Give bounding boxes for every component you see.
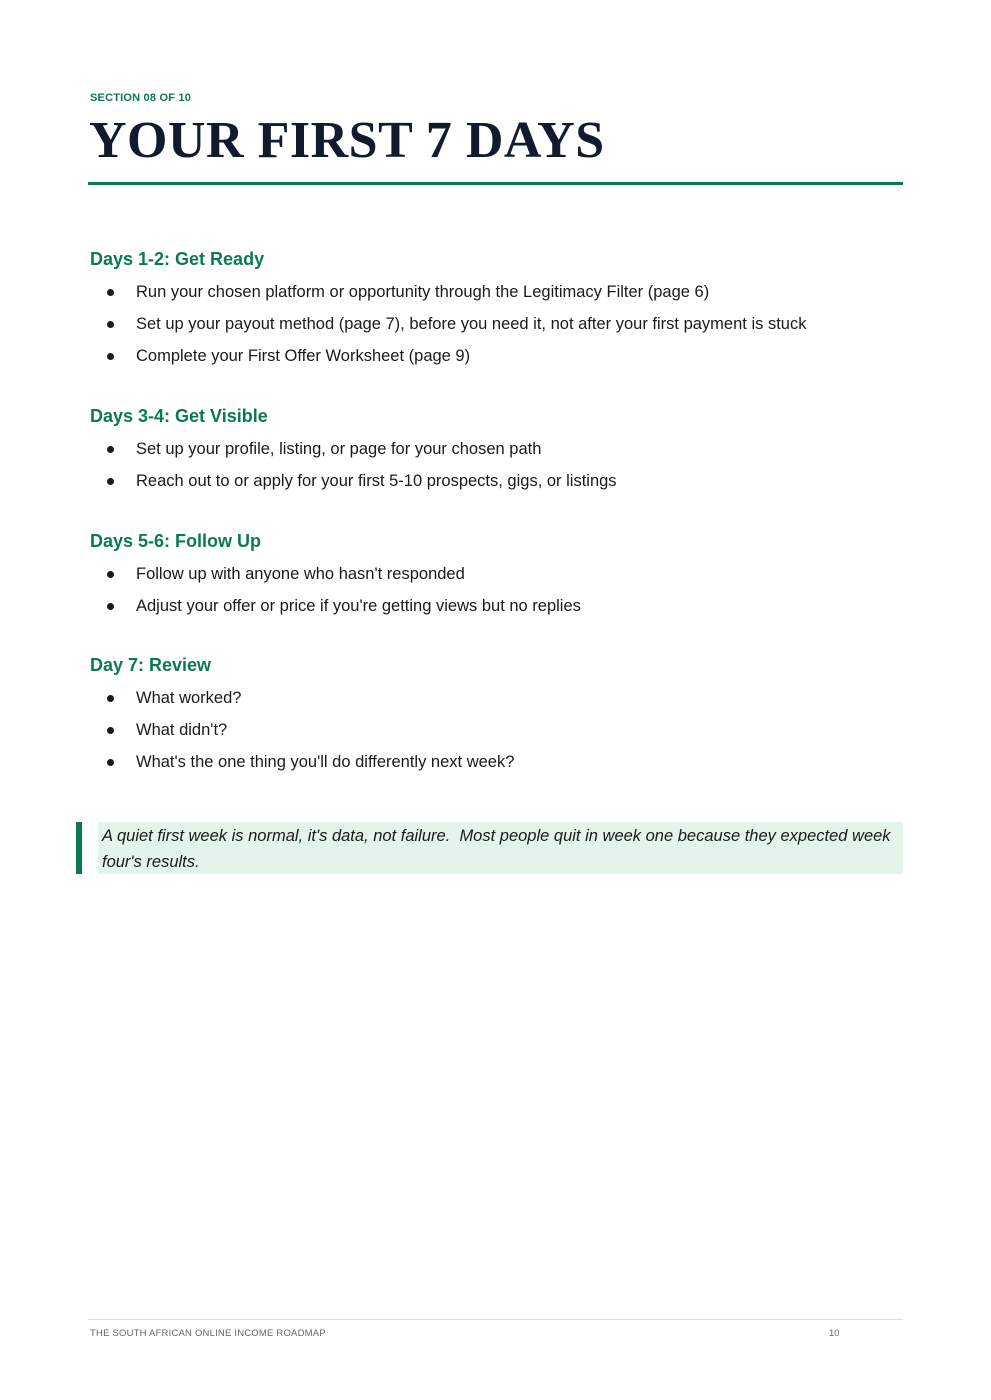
bullet-icon (107, 289, 114, 296)
section-days-1-2 (90, 246, 890, 372)
footer-divider (88, 1319, 903, 1320)
section-heading: Day 7: Review (90, 655, 212, 675)
bullet-icon (107, 571, 114, 578)
list-item-text: What's the one thing you'll do differently next week? (136, 753, 515, 771)
page-title: YOUR FIRST 7 DAYS (89, 112, 605, 169)
list-item (90, 276, 890, 308)
list-item (90, 308, 890, 340)
section-label: SECTION 08 OF 10 (90, 92, 192, 104)
callout-note: A quiet first week is normal, it's data, not failure. Most people quit in week one because they expected week four's results. (98, 822, 903, 874)
list-item (90, 558, 890, 590)
list-item-text: What worked? (136, 689, 242, 707)
bullet-icon (107, 695, 114, 702)
section-day-7 (90, 652, 890, 778)
bullet-list (90, 433, 890, 497)
list-item-text: Follow up with anyone who hasn't responded (136, 565, 465, 583)
list-item (90, 590, 890, 622)
bullet-list (90, 682, 890, 778)
list-item (90, 682, 890, 714)
list-item-text: Reach out to or apply for your first 5-10 prospects, gigs, or listings (136, 472, 617, 490)
list-item (90, 433, 890, 465)
title-divider (88, 182, 903, 185)
list-item (90, 465, 890, 497)
section-heading: Days 5-6: Follow Up (90, 531, 262, 551)
footer-document-title: THE SOUTH AFRICAN ONLINE INCOME ROADMAP (90, 1328, 326, 1339)
list-item-text: What didn't? (136, 721, 228, 739)
list-item (90, 714, 890, 746)
list-item-text: Set up your payout method (page 7), before you need it, not after your first payment is stuck (136, 315, 807, 333)
list-item (90, 340, 890, 372)
bullet-list (90, 558, 890, 622)
list-item-text: Run your chosen platform or opportunity through the Legitimacy Filter (page 6) (136, 283, 710, 301)
bullet-icon (107, 353, 114, 360)
bullet-icon (107, 321, 114, 328)
list-item-text: Complete your First Offer Worksheet (page 9) (136, 347, 471, 365)
page-number: 10 (829, 1328, 840, 1339)
section-days-5-6 (90, 528, 890, 622)
list-item-text: Set up your profile, listing, or page for your chosen path (136, 440, 542, 458)
bullet-icon (107, 759, 114, 766)
bullet-icon (107, 603, 114, 610)
bullet-list (90, 276, 890, 372)
bullet-icon (107, 446, 114, 453)
section-heading: Days 1-2: Get Ready (90, 249, 265, 269)
callout-accent-bar (76, 822, 82, 874)
section-days-3-4 (90, 403, 890, 497)
bullet-icon (107, 478, 114, 485)
list-item (90, 746, 890, 778)
list-item-text: Adjust your offer or price if you're getting views but no replies (136, 597, 581, 615)
bullet-icon (107, 727, 114, 734)
section-heading: Days 3-4: Get Visible (90, 406, 268, 426)
